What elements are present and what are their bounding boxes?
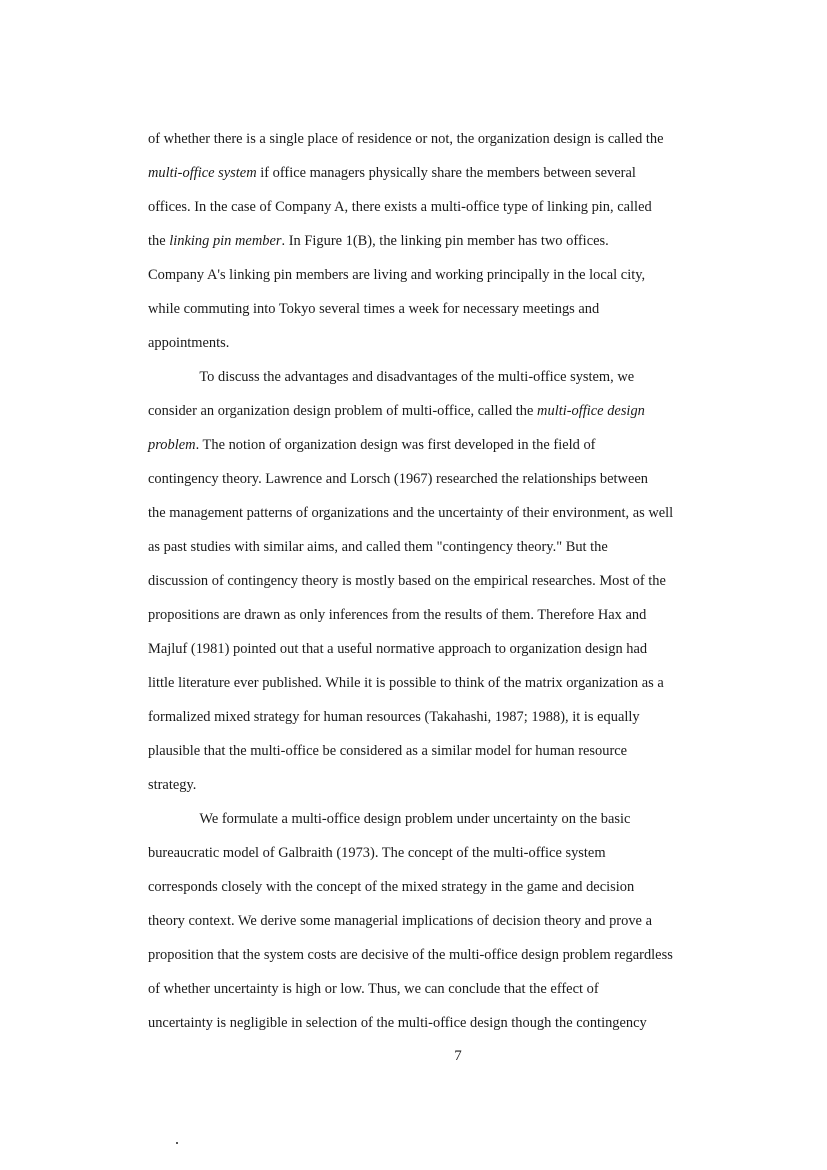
text-run: offices. In the case of Company A, there exists a multi-office type of linking pin, called (148, 199, 652, 215)
text-line (148, 836, 756, 870)
text-line (148, 1006, 756, 1040)
text-run: consider an organization design problem of multi-office, called the (148, 403, 538, 419)
text-run: of whether there is a single place of residence or not, the organization design is called the (148, 131, 664, 147)
text-line (148, 768, 756, 802)
text-line (148, 360, 756, 394)
text-run: contingency theory. Lawrence and Lorsch (1967) researched the relationships between (148, 471, 649, 487)
text-line (148, 190, 756, 224)
text-line (148, 292, 756, 326)
text-line (148, 122, 756, 156)
text-run: strategy. (148, 777, 197, 793)
text-line (148, 734, 756, 768)
text-line (148, 870, 756, 904)
text-line (148, 598, 756, 632)
text-run: as past studies with similar aims, and called them "contingency theory." But the (148, 539, 608, 555)
italic-term: linking pin member (169, 233, 282, 249)
text-run: bureaucratic model of Galbraith (1973). The concept of the multi-office system (148, 845, 606, 861)
text-run: the management patterns of organizations and the uncertainty of their environment, as well (148, 505, 674, 521)
text-run: . The notion of organization design was first developed in the field of (195, 437, 596, 453)
body-text (148, 122, 763, 1040)
text-line (148, 564, 756, 598)
text-line (148, 904, 756, 938)
italic-term: problem (148, 437, 196, 453)
text-run: plausible that the multi-office be considered as a similar model for human resource (148, 743, 628, 759)
text-run: while commuting into Tokyo several times a week for necessary meetings and (148, 301, 600, 317)
text-run: corresponds closely with the concept of the mixed strategy in the game and decision (148, 879, 635, 895)
text-line (148, 156, 756, 190)
text-line (148, 972, 756, 1006)
text-run: little literature ever published. While it is possible to think of the matrix organization as a (148, 675, 664, 691)
text-run: uncertainty is negligible in selection of the multi-office design though the contingency (148, 1015, 647, 1031)
text-run: Majluf (1981) pointed out that a useful normative approach to organization design had (148, 641, 648, 657)
text-line (148, 666, 756, 700)
text-line (148, 496, 756, 530)
text-run: theory context. We derive some managerial implications of decision theory and prove a (148, 913, 652, 929)
text-line (148, 394, 756, 428)
text-run: We formulate a multi-office design problem under uncertainty on the basic (199, 811, 631, 827)
text-line (148, 224, 756, 258)
scan-speck (176, 1142, 178, 1144)
text-run: To discuss the advantages and disadvantages of the multi-office system, we (199, 369, 635, 385)
text-run: if office managers physically share the members between several (256, 165, 636, 181)
text-line (148, 700, 756, 734)
text-run: proposition that the system costs are decisive of the multi-office design problem regardless (148, 947, 673, 963)
text-line (148, 938, 756, 972)
text-run: discussion of contingency theory is mostly based on the empirical researches. Most of the (148, 573, 666, 589)
text-line (148, 632, 756, 666)
page-number: 7 (454, 1048, 462, 1064)
text-run: propositions are drawn as only inferences from the results of them. Therefore Hax and (148, 607, 647, 623)
text-line (148, 428, 756, 462)
text-line (148, 530, 756, 564)
text-run: formalized mixed strategy for human resources (Takahashi, 1987; 1988), it is equally (148, 709, 640, 725)
italic-term: multi-office design (537, 403, 645, 419)
text-run: Company A's linking pin members are living and working principally in the local city, (148, 267, 646, 283)
italic-term: multi-office system (148, 165, 257, 181)
text-run: . In Figure 1(B), the linking pin member has two offices. (281, 233, 609, 249)
text-line (148, 326, 756, 360)
text-line (148, 258, 756, 292)
text-line (148, 802, 756, 836)
text-run: appointments. (148, 335, 230, 351)
text-run: of whether uncertainty is high or low. Thus, we can conclude that the effect of (148, 981, 599, 997)
text-run: the (148, 233, 170, 249)
text-line (148, 462, 756, 496)
